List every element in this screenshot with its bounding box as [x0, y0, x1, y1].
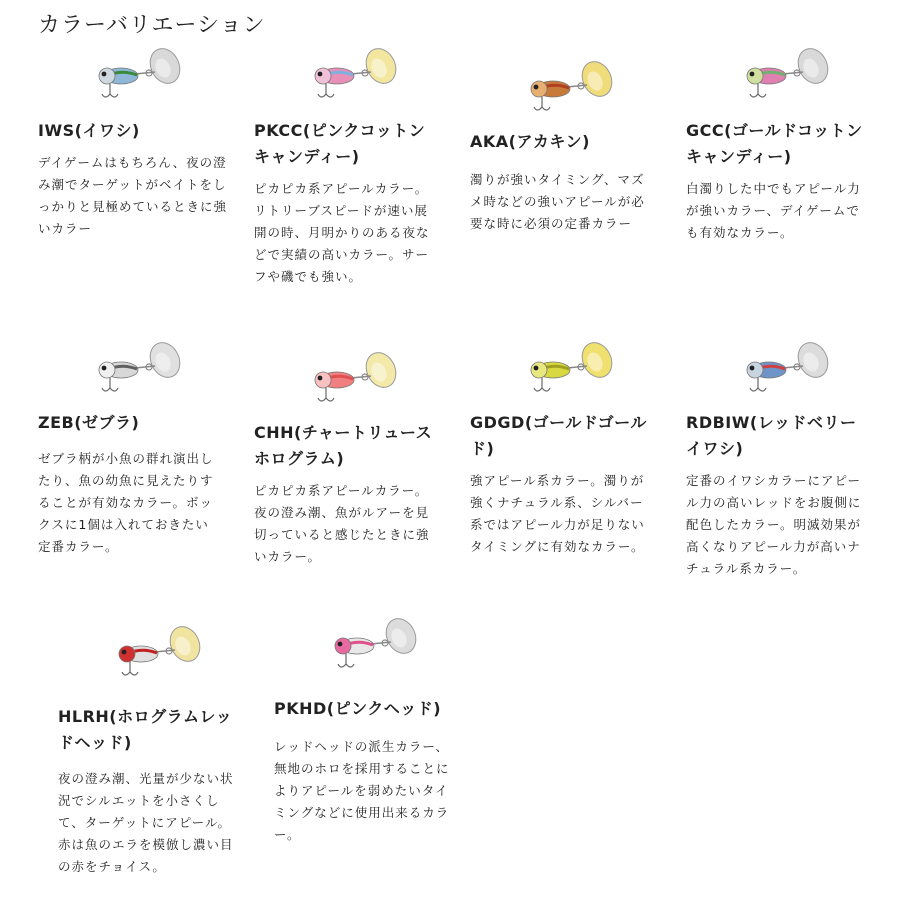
treble-hook [534, 388, 550, 391]
lure-image [515, 55, 625, 117]
page-title: カラーバリエーション [38, 13, 266, 38]
lure-eye [534, 85, 539, 90]
color-card-rdbiw [686, 336, 866, 580]
lure-eye [338, 642, 343, 647]
color-card-gcc [686, 42, 866, 244]
color-description: 夜の澄み潮、光量が少ない状況でシルエットを小さくして、ターゲットにアピール。赤は魚のエラを模倣し濃い目の赤をチョイス。 [58, 771, 234, 874]
color-description: ゼブラ柄が小魚の群れ演出したり、魚の幼魚に見えたりすることが有効なカラー。ボックスに1個は入れておきたい定番カラー。 [38, 451, 214, 554]
lure-head [119, 646, 135, 662]
color-name: IWS(イワシ) [38, 121, 140, 140]
treble-hook [750, 388, 766, 391]
color-card-zeb [38, 336, 218, 558]
lure-eye [534, 366, 539, 371]
lure-eye [122, 650, 127, 655]
lure-image [103, 620, 213, 682]
color-name: ZEB(ゼブラ) [38, 413, 140, 432]
color-name: PKCC(ピンクコットンキャンディー) [254, 121, 426, 166]
lure-image [299, 42, 409, 104]
color-name: GDGD(ゴールドゴールド) [470, 413, 647, 458]
color-description: ピカピカ系アピールカラー。夜の澄み潮、魚がルアーを見切っていると感じたときに強いカラー。 [254, 483, 430, 564]
lure-eye [750, 72, 755, 77]
color-description: 濁りが強いタイミング、マズメ時などの強いアピールが必要な時に必須の定番カラー [470, 172, 645, 231]
treble-hook [534, 107, 550, 110]
treble-hook [318, 398, 334, 401]
lure-head [531, 362, 547, 378]
color-name: GCC(ゴールドコットンキャンディー) [686, 121, 863, 166]
lure-head [531, 81, 547, 97]
color-name: PKHD(ピンクヘッド) [274, 699, 442, 718]
color-description: デイゲームはもちろん、夜の澄み潮でターゲットがベイトをしっかりと見極めているときに強いカラー [38, 155, 228, 236]
color-card-aka [470, 55, 650, 235]
lure-image [319, 612, 429, 674]
lure-head [315, 372, 331, 388]
color-card-iws [38, 42, 238, 240]
lure-head [315, 68, 331, 84]
treble-hook [318, 94, 334, 97]
lure-image [731, 42, 841, 104]
color-card-pkhd [274, 612, 454, 846]
lure-image [731, 336, 841, 398]
color-card-gdgd [470, 336, 650, 558]
color-card-pkcc [254, 42, 434, 288]
color-description: 白濁りした中でもアピール力が強いカラー、デイゲームでも有効なカラー。 [686, 181, 861, 240]
color-card-chh [254, 346, 434, 568]
color-description: 定番のイワシカラーにアピール力の高いレッドをお腹側に配色したカラー。明滅効果が高くなりアピール力が高いナチュラル系カラー。 [686, 473, 862, 576]
lure-head [99, 68, 115, 84]
lure-image [83, 336, 193, 398]
lure-eye [102, 366, 107, 371]
color-name: HLRH(ホログラムレッドヘッド) [58, 707, 233, 752]
color-name: AKA(アカキン) [470, 132, 590, 151]
color-description: レッドヘッドの派生カラー、無地のホロを採用することによりアピールを弱めたいタイミングなどに使用出来るカラー。 [274, 739, 450, 842]
color-name: CHH(チャートリュースホログラム) [254, 423, 433, 468]
lure-eye [102, 72, 107, 77]
lure-eye [750, 366, 755, 371]
color-name: RDBIW(レッドベリーイワシ) [686, 413, 857, 458]
lure-eye [318, 72, 323, 77]
treble-hook [338, 664, 354, 667]
color-description: 強アピール系カラー。濁りが強くナチュラル系、シルバー系ではアピール力が足りないタイミングに有効なカラー。 [470, 473, 645, 554]
lure-head [747, 362, 763, 378]
treble-hook [122, 672, 138, 675]
treble-hook [102, 388, 118, 391]
treble-hook [750, 94, 766, 97]
lure-eye [318, 376, 323, 381]
treble-hook [102, 94, 118, 97]
lure-image [515, 336, 625, 398]
color-card-hlrh [58, 620, 238, 878]
lure-image [299, 346, 409, 408]
color-description: ピカピカ系アピールカラー。リトリーブスピードが速い展開の時、月明かりのある夜などで実績の高いカラー。サーフや磯でも強い。 [254, 181, 430, 284]
lure-image [83, 42, 193, 104]
lure-head [99, 362, 115, 378]
lure-head [335, 638, 351, 654]
lure-head [747, 68, 763, 84]
